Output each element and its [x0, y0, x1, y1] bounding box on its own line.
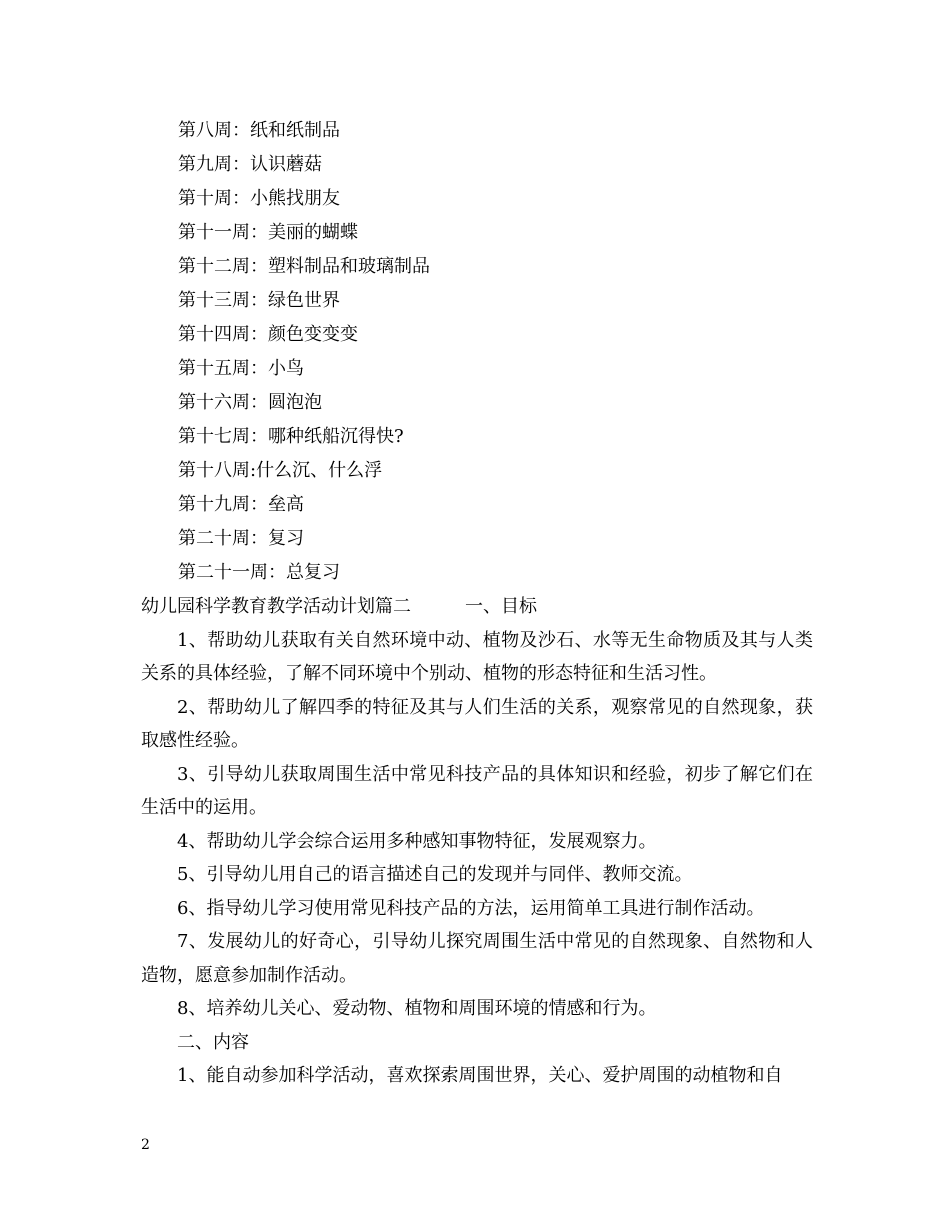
goal-paragraph: 1、帮助幼儿获取有关自然环境中动、植物及沙石、水等无生命物质及其与人类关系的具体经验，了解不同环境中个别动、植物的形态特征和生活习性。	[141, 629, 813, 684]
week-item: 第十五周：小鸟	[178, 358, 304, 379]
week-item: 第二十一周：总复习	[178, 562, 340, 583]
week-item: 第十一周：美丽的蝴蝶	[178, 222, 358, 243]
week-item: 第八周：纸和纸制品	[178, 120, 340, 141]
goal-paragraph: 3、引导幼儿获取周围生活中常见科技产品的具体知识和经验，初步了解它们在生活中的运用。	[141, 763, 813, 818]
week-item: 第十六周：圆泡泡	[178, 392, 322, 413]
goal-paragraph: 6、指导幼儿学习使用常见科技产品的方法，运用简单工具进行制作活动。	[177, 897, 765, 919]
goals-heading: 一、目标	[465, 596, 537, 617]
week-item: 第十七周：哪种纸船沉得快?	[178, 426, 404, 447]
week-item: 第二十周：复习	[178, 528, 304, 549]
week-item: 第十九周：垒高	[178, 494, 304, 515]
content-paragraph: 1、能自动参加科学活动，喜欢探索周围世界，关心、爱护周围的动植物和自	[177, 1065, 783, 1086]
goal-paragraph: 4、帮助幼儿学会综合运用多种感知事物特征，发展观察力。	[177, 830, 657, 852]
section-title: 幼儿园科学教育教学活动计划篇二	[141, 596, 411, 617]
goal-paragraph: 8、培养幼儿关心、爱动物、植物和周围环境的情感和行为。	[177, 998, 657, 1019]
section-title-line	[141, 590, 813, 624]
week-item: 第十二周：塑料制品和玻璃制品	[178, 256, 430, 277]
goal-paragraph: 7、发展幼儿的好奇心，引导幼儿探究周围生活中常见的自然现象、自然物和人造物，愿意参加制作活动。	[141, 931, 813, 986]
goal-paragraph: 2、帮助幼儿了解四季的特征及其与人们生活的关系，观察常见的自然现象，获取感性经验。	[141, 696, 813, 751]
goal-paragraph: 5、引导幼儿用自己的语言描述自己的发现并与同伴、教师交流。	[177, 864, 693, 885]
week-item: 第十周：小熊找朋友	[178, 188, 340, 209]
week-item: 第十四周：颜色变变变	[178, 324, 358, 345]
week-item: 第十三周：绿色世界	[178, 290, 340, 311]
week-item: 第九周：认识蘑菇	[178, 154, 322, 175]
week-item: 第十八周:什么沉、什么浮	[178, 460, 383, 481]
page-number: 2	[141, 1137, 150, 1153]
content-heading: 二、内容	[177, 1031, 249, 1053]
document-body	[141, 590, 813, 1093]
week-schedule-list	[178, 114, 430, 590]
